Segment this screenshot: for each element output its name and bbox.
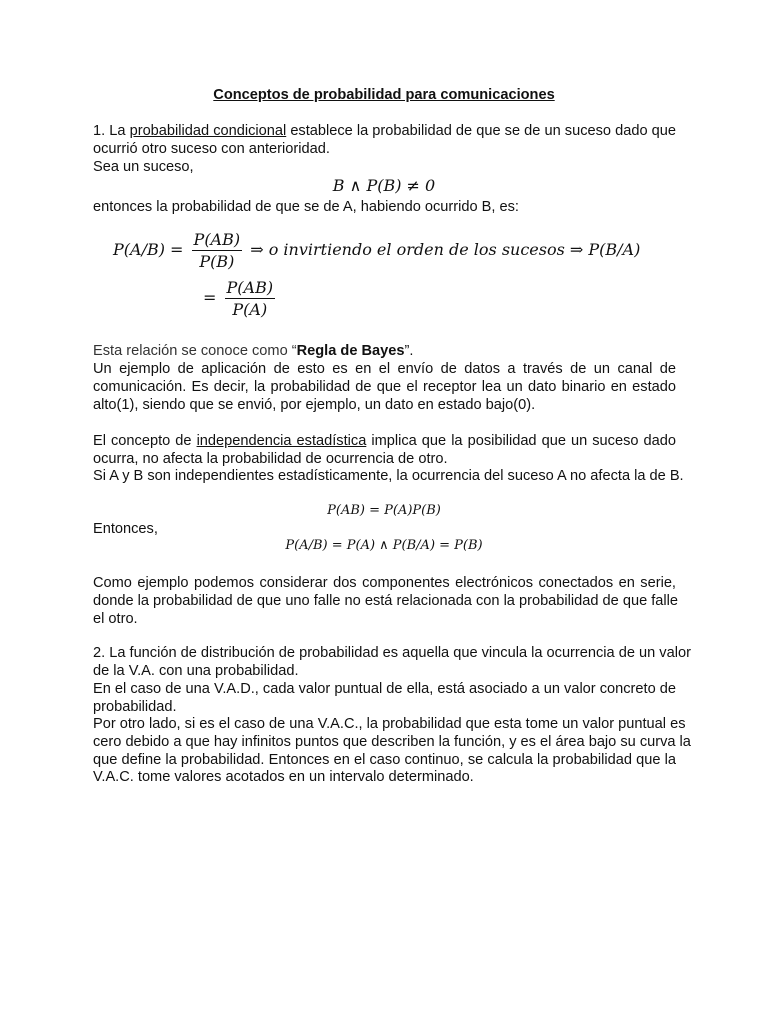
text-run: El concepto de [93,433,192,449]
text-run: establece la probabilidad de que se de un suceso dado que [290,123,677,139]
fraction-numerator: P(AB) [226,278,274,297]
fraction [225,278,276,319]
paragraph3-line3: el otro. [93,611,138,627]
equation-condition: B ∧ P(B) ≠ 0 [332,176,436,195]
section2-line1: 2. La función de distribución de probabilidad es aquella que vincula la ocurrencia de un valor [93,645,691,661]
section2-line5: Por otro lado, si es el caso de una V.A.C., la probabilidad que esta tome un valor puntual es [93,716,686,732]
fraction-denominator: P(B) [199,252,235,271]
paragraph1-line2: comunicación. Es decir, la probabilidad de que el receptor lea un dato binario en estado [93,379,676,395]
term-regla-de-bayes: Regla de Bayes [296,343,405,359]
paragraph3-line1: Como ejemplo podemos considerar dos componentes electrónicos conectados en serie, [93,575,676,591]
equation-independence-conditional: P(A/B) = P(A) ∧ P(B/A) = P(B) [285,538,483,553]
section1-line2: ocurrió otro suceso con anterioridad. [93,141,330,157]
paragraph2-line2: ocurra, no afecta la probabilidad de ocurrencia de otro. [93,451,448,467]
section2-line4: probabilidad. [93,699,177,715]
text-run: ”. [404,343,414,359]
bayes-rule-line [93,342,676,360]
paragraph3-line2: donde la probabilidad de que uno falle no está relacionada con la probabilidad de que falle [93,593,679,609]
equals-sign: = [203,288,217,307]
section2-line3: En el caso de una V.A.D., cada valor puntual de ella, está asociado a un valor concreto de [93,681,676,697]
paragraph1-line3: alto(1), siendo que se envió, por ejemplo, un dato en estado bajo(0). [93,397,536,413]
section2-line7: que define la probabilidad. Entonces en el caso continuo, se calcula la probabilidad que la [93,752,676,768]
section1-line3: Sea un suceso, [93,159,194,175]
entonces-label: Entonces, [93,521,158,537]
fraction-denominator: P(A) [232,300,268,319]
equation-independence: P(AB) = P(A)P(B) [327,503,441,518]
term-probabilidad-condicional: probabilidad condicional [129,123,287,139]
section1-line4: entonces la probabilidad de que se de A, habiendo ocurrido B, es: [93,199,519,215]
fraction [192,230,243,271]
equation-lhs: P(A/B) = [113,240,184,259]
paragraph2-line1 [93,432,676,450]
section2-line2: de la V.A. con una probabilidad. [93,663,299,679]
equation-inversion-text: ⇒ o invirtiendo el orden de los sucesos ⇒ P(B/A) [250,240,641,259]
equation-conditional-probability [113,230,640,271]
section2-line8: V.A.C. tome valores acotados en un intervalo determinado. [93,769,474,785]
text-run: Esta relación se conoce como “ [93,343,297,359]
document-title: Conceptos de probabilidad para comunicaciones [213,87,555,103]
fraction-numerator: P(AB) [193,230,241,249]
equation-bayes-inverse [203,278,278,319]
section1-line1 [93,122,676,140]
section2-line6: cero debido a que hay infinitos puntos que describen la función, y es el área bajo su curva la [93,734,691,750]
paragraph1-line1: Un ejemplo de aplicación de esto es en el envío de datos a través de un canal de [93,361,676,377]
paragraph2-line3: Si A y B son independientes estadísticamente, la ocurrencia del suceso A no afecta la de B. [93,468,684,484]
text-run: implica que la posibilidad que un suceso dado [371,433,676,449]
text-run: 1. La [93,123,126,139]
term-independencia-estadistica: independencia estadística [196,433,367,449]
